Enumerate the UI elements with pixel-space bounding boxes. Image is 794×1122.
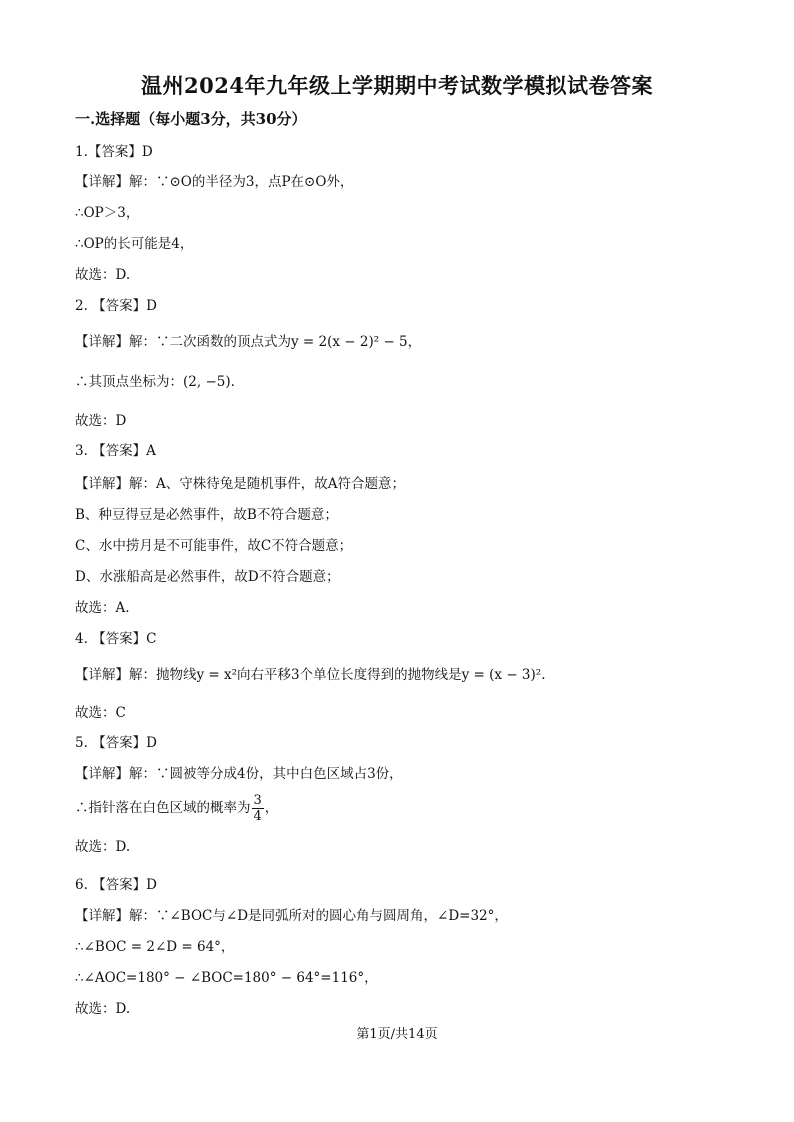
answer-1-step: ∴OP＞3， <box>75 205 140 221</box>
answer-1-label: 1.【答案】D <box>75 144 153 160</box>
answer-3-label: 3. 【答案】A <box>75 443 156 459</box>
section-heading: 一.选择题（每小题3分，共30分） <box>75 110 307 128</box>
answer-2-choice: 故选：D <box>75 413 127 429</box>
answer-1-choice: 故选：D. <box>75 267 131 283</box>
answer-2-step: ∴其顶点坐标为：(2, −5). <box>75 374 235 390</box>
answer-5-step <box>75 792 278 824</box>
answer-2-label: 2. 【答案】D <box>75 298 157 314</box>
answer-4-label: 4. 【答案】C <box>75 631 157 647</box>
page-footer: 第1页/共14页 <box>356 1027 438 1042</box>
answer-1-detail: 【详解】解：∵⊙O的半径为3，点P在⊙O外， <box>75 174 354 190</box>
answer-1-step: ∴OP的长可能是4， <box>75 236 194 252</box>
fraction-numerator: 3 <box>253 793 262 808</box>
answer-5-choice: 故选：D. <box>75 839 131 855</box>
answer-6-detail: 【详解】解：∵∠BOC与∠D是同弧所对的圆心角与圆周角，∠D=32°， <box>75 908 508 924</box>
answer-5-detail: 【详解】解：∵圆被等分成4份，其中白色区域占3份， <box>75 766 403 782</box>
answer-3-step: B、种豆得豆是必然事件，故B不符合题意； <box>75 507 338 523</box>
answer-6-step: ∴∠AOC=180° − ∠BOC=180° − 64°=116°， <box>75 970 378 986</box>
answer-2-detail: 【详解】解：∵二次函数的顶点式为y = 2(x − 2)² − 5， <box>75 334 422 350</box>
answer-5-label: 5. 【答案】D <box>75 735 157 751</box>
answer-3-step: D、水涨船高是必然事件，故D不符合题意； <box>75 569 340 585</box>
answer-3-detail: 【详解】解：A、守株待兔是随机事件，故A符合题意； <box>75 476 405 492</box>
answer-3-choice: 故选：A. <box>75 600 130 616</box>
answer-6-choice: 故选：D. <box>75 1001 131 1017</box>
answer-4-detail: 【详解】解：抛物线y = x²向右平移3个单位长度得到的抛物线是y = (x − 3)². <box>75 667 546 683</box>
answer-3-step: C、水中捞月是不可能事件，故C不符合题意； <box>75 538 353 554</box>
fraction-suffix: ， <box>264 800 279 816</box>
answer-6-label: 6. 【答案】D <box>75 877 157 893</box>
fraction <box>252 793 264 824</box>
answer-5-step-text: ∴指针落在白色区域的概率为 <box>75 800 251 816</box>
answer-4-choice: 故选：C <box>75 705 126 721</box>
fraction-denominator: 4 <box>253 809 262 824</box>
page-title: 温州2024年九年级上学期期中考试数学模拟试卷答案 <box>141 73 653 98</box>
answer-6-step: ∴∠BOC = 2∠D = 64°， <box>75 939 235 955</box>
